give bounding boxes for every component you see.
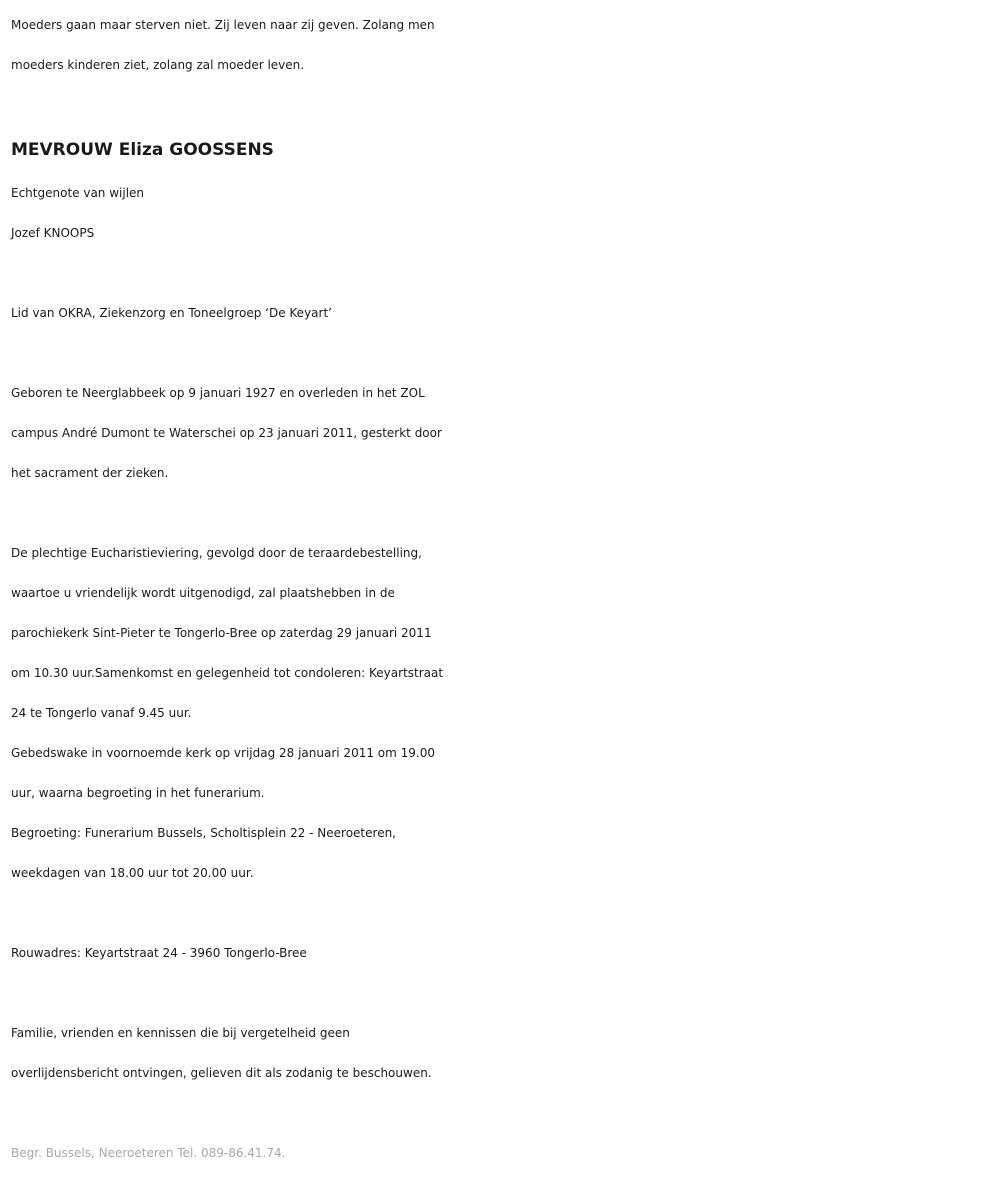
- ceremony-line: Begroeting: Funerarium Bussels, Scholtisplein 22 - Neeroeteren,: [11, 826, 396, 840]
- quote-line: moeders kinderen ziet, zolang zal moeder leven.: [11, 58, 305, 72]
- spouse-name: Jozef KNOOPS: [11, 226, 95, 240]
- ceremony-line: parochiekerk Sint-Pieter te Tongerlo-Bree op zaterdag 29 januari 2011: [11, 626, 432, 640]
- spacer: [11, 1093, 991, 1133]
- obituary-notice: [11, 0, 991, 1173]
- membership-text: Lid van OKRA, Ziekenzorg en Toneelgroep ‘De Keyart’: [11, 306, 332, 320]
- spacer: [11, 493, 991, 533]
- birth-death-line: Geboren te Neerglabbeek op 9 januari 1927 en overleden in het ZOL: [11, 386, 425, 400]
- family-notice: [11, 1013, 991, 1093]
- notice-line: overlijdensbericht ontvingen, gelieven dit als zodanig te beschouwen.: [11, 1066, 432, 1080]
- mourning-address: Rouwadres: Keyartstraat 24 - 3960 Tongerlo-Bree: [11, 946, 307, 960]
- birth-death-line: campus André Dumont te Waterschei op 23 januari 2011, gesterkt door: [11, 426, 442, 440]
- notice-line: Familie, vrienden en kennissen die bij vergetelheid geen: [11, 1026, 350, 1040]
- spacer: [11, 253, 991, 293]
- spacer: [11, 333, 991, 373]
- ceremony-line: Gebedswake in voornoemde kerk op vrijdag 28 januari 2011 om 19.00: [11, 746, 435, 760]
- ceremony-info: [11, 533, 991, 893]
- memorial-quote: [11, 5, 991, 85]
- ceremony-line: om 10.30 uur.Samenkomst en gelegenheid tot condoleren: Keyartstraat: [11, 666, 444, 680]
- ceremony-line: waartoe u vriendelijk wordt uitgenodigd, zal plaatshebben in de: [11, 586, 395, 600]
- funeral-home-footer: Begr. Bussels, Neeroeteren Tel. 089-86.41.74.: [11, 1146, 286, 1160]
- quote-line: Moeders gaan maar sterven niet. Zij leven naar zij geven. Zolang men: [11, 18, 435, 32]
- birth-death-info: [11, 373, 991, 493]
- ceremony-line: 24 te Tongerlo vanaf 9.45 uur.: [11, 706, 192, 720]
- spacer: [11, 973, 991, 1013]
- spouse-info: [11, 173, 991, 253]
- ceremony-line: uur, waarna begroeting in het funerarium.: [11, 786, 265, 800]
- spacer: [11, 893, 991, 933]
- spouse-line: Echtgenote van wijlen: [11, 186, 145, 200]
- deceased-name: MEVROUW Eliza GOOSSENS: [11, 140, 274, 160]
- ceremony-line: weekdagen van 18.00 uur tot 20.00 uur.: [11, 866, 254, 880]
- ceremony-line: De plechtige Eucharistieviering, gevolgd door de teraardebestelling,: [11, 546, 422, 560]
- birth-death-line: het sacrament der zieken.: [11, 466, 169, 480]
